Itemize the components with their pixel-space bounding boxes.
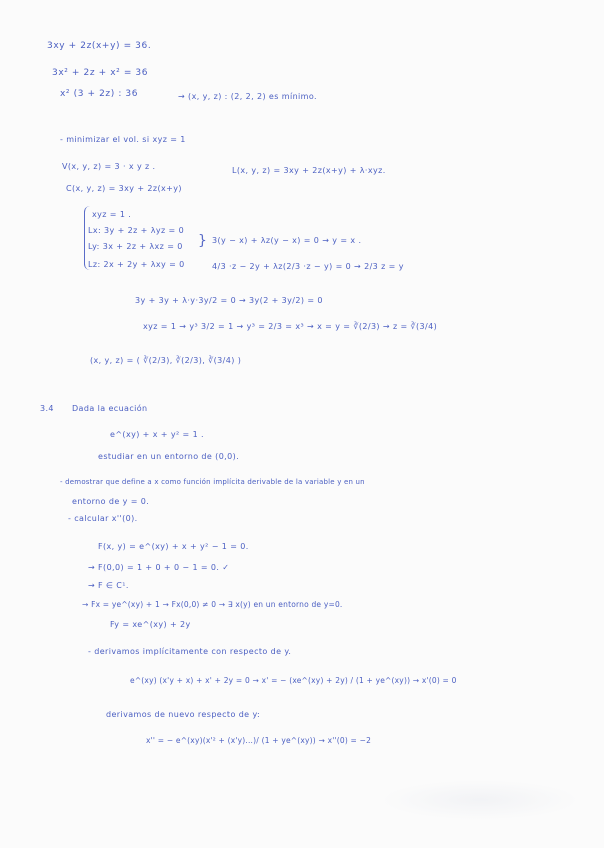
text-line: (x, y, z) = ( ∛(2/3), ∛(2/3), ∛(3/4) )	[90, 356, 242, 365]
text-line: e^(xy) + x + y² = 1 .	[110, 430, 204, 439]
text-line: 4/3 ·z − 2y + λz(2/3 ·z − y) = 0 → 2/3 z = y	[212, 262, 404, 271]
text-line: derivamos de nuevo respecto de y:	[106, 710, 261, 719]
brace-symbol: }	[198, 233, 207, 249]
text-line: xyz = 1 → y³ 3/2 = 1 → y³ = 2/3 = x³ → x = y = ∛(2/3) → z = ∛(3/4)	[143, 322, 438, 331]
text-line: C(x, y, z) = 3xy + 2z(x+y)	[66, 184, 182, 193]
text-line: entorno de y = 0.	[72, 497, 150, 506]
text-line: xyz = 1 .	[92, 210, 132, 219]
exercise-number: 3.4	[40, 404, 54, 413]
text-line: 3xy + 2z(x+y) = 36.	[47, 41, 152, 51]
text-line: 3x² + 2z + x² = 36	[52, 68, 149, 78]
text-line: - derivamos implícitamente con respecto de y.	[88, 647, 292, 656]
text-line: estudiar en un entorno de (0,0).	[98, 452, 240, 461]
text-line: → (x, y, z) : (2, 2, 2) es mínimo.	[178, 92, 317, 101]
text-line: x'' = − e^(xy)(x'² + (x'y)...)/ (1 + ye^(xy)) → x''(0) = −2	[146, 736, 372, 745]
text-line: - demostrar que define a x como función implícita derivable de la variable y en un	[60, 478, 365, 486]
text-line: - calcular x''(0).	[68, 514, 138, 523]
text-line: 3(y − x) + λz(y − x) = 0 → y = x .	[212, 236, 362, 245]
paper-smudge	[380, 780, 580, 820]
text-line: → Fx = ye^(xy) + 1 → Fx(0,0) ≠ 0 → ∃ x(y) en un entorno de y=0.	[82, 600, 343, 609]
text-line: Dada la ecuación	[72, 404, 148, 413]
text-line: L(x, y, z) = 3xy + 2z(x+y) + λ·xyz.	[232, 166, 386, 175]
text-line: Lx: 3y + 2z + λyz = 0	[88, 226, 185, 235]
text-line: - minimizar el vol. si xyz = 1	[60, 135, 186, 144]
text-line: Ly: 3x + 2z + λxz = 0	[88, 242, 183, 251]
text-line: V(x, y, z) = 3 · x y z .	[62, 162, 156, 171]
text-line: x² (3 + 2z) : 36	[60, 89, 139, 99]
text-line: F(x, y) = e^(xy) + x + y² − 1 = 0.	[98, 542, 249, 551]
text-line: Fy = xe^(xy) + 2y	[110, 620, 191, 629]
text-line: 3y + 3y + λ·y·3y/2 = 0 → 3y(2 + 3y/2) = 0	[135, 296, 323, 305]
text-line: → F(0,0) = 1 + 0 + 0 − 1 = 0. ✓	[88, 563, 230, 572]
text-line: → F ∈ C¹.	[88, 581, 129, 590]
text-line: e^(xy) (x'y + x) + x' + 2y = 0 → x' = − (xe^(xy) + 2y) / (1 + ye^(xy)) → x'(0) = 0	[130, 676, 457, 685]
text-line: Lz: 2x + 2y + λxy = 0	[88, 260, 185, 269]
